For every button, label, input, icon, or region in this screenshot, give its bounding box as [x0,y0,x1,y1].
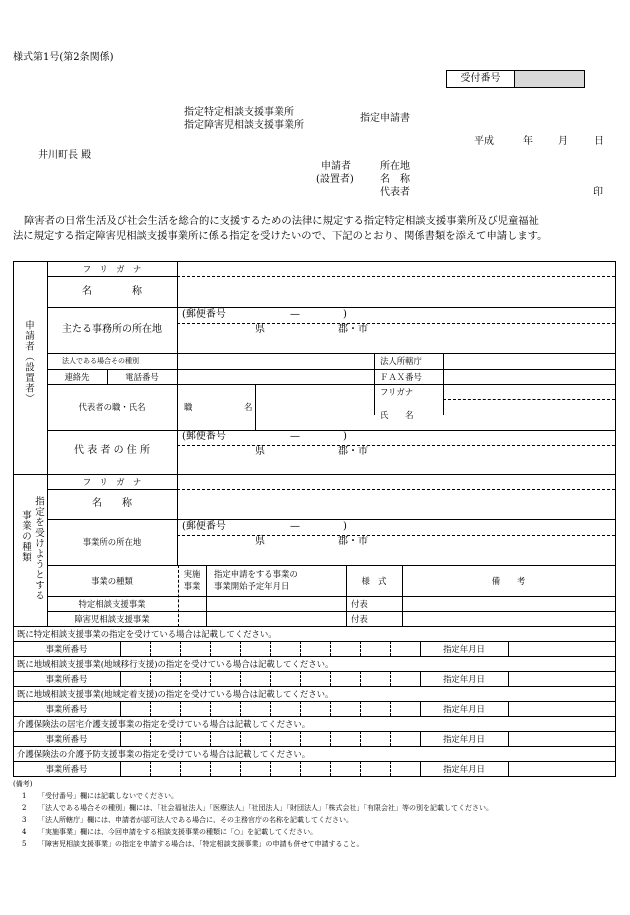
office-pref-label: 県 [255,536,265,547]
note-2-num: 2 [22,804,27,812]
addressee: 井川町長 殿 [38,150,92,161]
postal-close: ) [343,309,347,320]
prior-section-3-office-no: 事業所番号 [45,704,88,714]
title-line1: 指定特定相談支援事業所 [184,107,294,118]
applicant-rep-label: 代表者 [380,187,410,198]
prior-section-4-office-no: 事業所番号 [45,734,88,744]
contact-label: 連絡先 [64,372,90,382]
business-name-label: 名 称 [92,498,132,509]
prior-section-1-date: 指定年月日 [443,644,485,654]
title-suffix: 指定申請書 [360,113,410,124]
postal-label: (郵便番号 [182,309,226,320]
prior-section-1-title: 既に特定相談支援事業の指定を受けている場合は記載してください。 [17,629,277,639]
business-type-col: 事業の種類 [91,576,133,586]
date-year: 年 [523,136,533,147]
note-5-text: 「障害児相談支援事業」の指定を申請する場合は、「特定相談支援事業」の申請も併せて申請すること。 [38,840,364,848]
remarks-col: 備 考 [491,576,526,586]
rep-postal-label: (郵便番号 [182,431,226,442]
note-1-text: 「受付番号」欄には記載しないでください。 [38,792,178,800]
prior-section-2-title: 既に地域相談支援事業(地域移行支援)の指定を受けている場合は記載してください。 [17,659,334,669]
note-2-text: 「法人である場合その種別」欄には、「社会福祉法人」「医療法人」「社団法人」「財団法人」「株式会社」「有限会社」等の別を記載してください。 [38,804,493,812]
rep-address-label: 代 表 者 の 住 所 [74,445,150,456]
date-month: 月 [558,136,568,147]
start-date-col-1: 指定申請をする事業の [214,569,298,579]
seal-mark: 印 [593,187,603,198]
position-name-label: 名 [244,402,253,412]
applicant-name-label: 名 称 [380,174,410,185]
title-line2: 指定障害児相談支援事業所 [184,120,304,131]
applicant-label: 申請者 [321,161,351,172]
impl-col-2: 事業 [183,581,201,591]
rep-pref-label: 県 [255,446,265,457]
establisher-label: (設置者) [316,174,354,185]
corp-authority-label: 法人所轄庁 [380,356,422,366]
receipt-number-label: 受付番号 [447,71,515,87]
business-row-specific: 特定相談支援事業 [78,599,146,609]
rep-title-name-label: 代表者の職・氏名 [78,402,146,412]
date-day: 日 [594,136,604,147]
corp-type-label: 法人である場合その種別 [62,357,139,365]
applicant-address-label: 所在地 [380,161,410,172]
note-4-text: 「実施事業」欄には、今回申請をする相談支援事業の種類に「○」を記載してください。 [38,828,318,836]
attach-label-2: 付表 [351,614,368,624]
receipt-number-field[interactable] [515,71,584,87]
style-col: 様 式 [361,576,387,586]
prior-section-5-date: 指定年月日 [443,764,485,774]
prior-section-4-date: 指定年月日 [443,734,485,744]
fax-label: ＦＡＸ番号 [380,372,422,382]
office-postal-dash: — [290,521,300,532]
note-5-num: 5 [22,840,27,848]
prior-section-5-title: 介護保険法の介護予防支援事業の指定を受けている場合は記載してください。 [17,749,311,759]
applicant-furigana-label: フ リ ガ ナ [82,264,142,274]
phone-label: 電話番号 [125,372,159,382]
form-number: 様式第1号(第2条関係) [13,52,114,63]
prior-section-3-title: 既に地域相談支援事業(地域定着支援)の指定を受けている場合は記載してください。 [17,689,334,699]
date-era: 平成 [474,136,494,147]
notes-heading: (備考) [13,780,33,788]
office-address-label: 事業所の所在地 [82,537,142,547]
note-1-num: 1 [22,792,27,800]
postal-dash: — [290,309,300,320]
pref-label: 県 [255,324,265,335]
prior-section-2-date: 指定年月日 [443,674,485,684]
prior-section-1-office-no: 事業所番号 [45,644,88,654]
position-label: 職 [184,402,193,412]
rep-full-name-label: 氏 名 [380,410,414,420]
county-label: 郡・市 [338,324,368,335]
prior-section-4-title: 介護保険法の居宅介護支援事業の指定を受けている場合は記載してください。 [17,719,311,729]
note-3-text: 「法人所轄庁」欄には、申請者が認可法人である場合に、その主務官庁の名称を記載してください。 [38,816,353,824]
note-4-num: 4 [22,828,27,836]
impl-col-1: 実施 [183,569,201,579]
rep-postal-close: ) [343,431,347,442]
prior-section-5-office-no: 事業所番号 [45,764,88,774]
intro-line1: 障害者の日常生活及び社会生活を総合的に支援するための法律に規定する指定特定相談支援事業所及び児童福祉 [24,215,539,227]
attach-label-1: 付表 [351,599,368,609]
business-side-label-2: 事業の種類 [20,510,31,563]
office-postal-close: ) [343,521,347,532]
business-row-child: 障害児相談支援事業 [74,614,150,624]
office-county-label: 郡・市 [338,536,368,547]
applicant-side-label: 申請者（設置者） [23,320,34,404]
prior-section-3-date: 指定年月日 [443,704,485,714]
business-furigana-label: フ リ ガ ナ [82,477,142,487]
intro-line2: 法に規定する指定障害児相談支援事業所に係る指定を受けたいので、下記のとおり、関係書類を添えて申請します。 [13,230,548,242]
start-date-col-2: 事業開始予定年月日 [214,581,290,591]
rep-postal-dash: — [290,431,300,442]
applicant-name-label-cell: 名 称 [82,286,142,297]
receipt-number-box [446,70,585,88]
prior-section-2-office-no: 事業所番号 [45,674,88,684]
note-3-num: 3 [22,816,27,824]
rep-county-label: 郡・市 [338,446,368,457]
rep-furigana-label: フリガナ [380,387,414,397]
main-office-label: 主たる事務所の所在地 [62,324,162,335]
business-side-label-1: 指定を受けようとする [33,496,44,601]
office-postal-label: (郵便番号 [182,521,226,532]
